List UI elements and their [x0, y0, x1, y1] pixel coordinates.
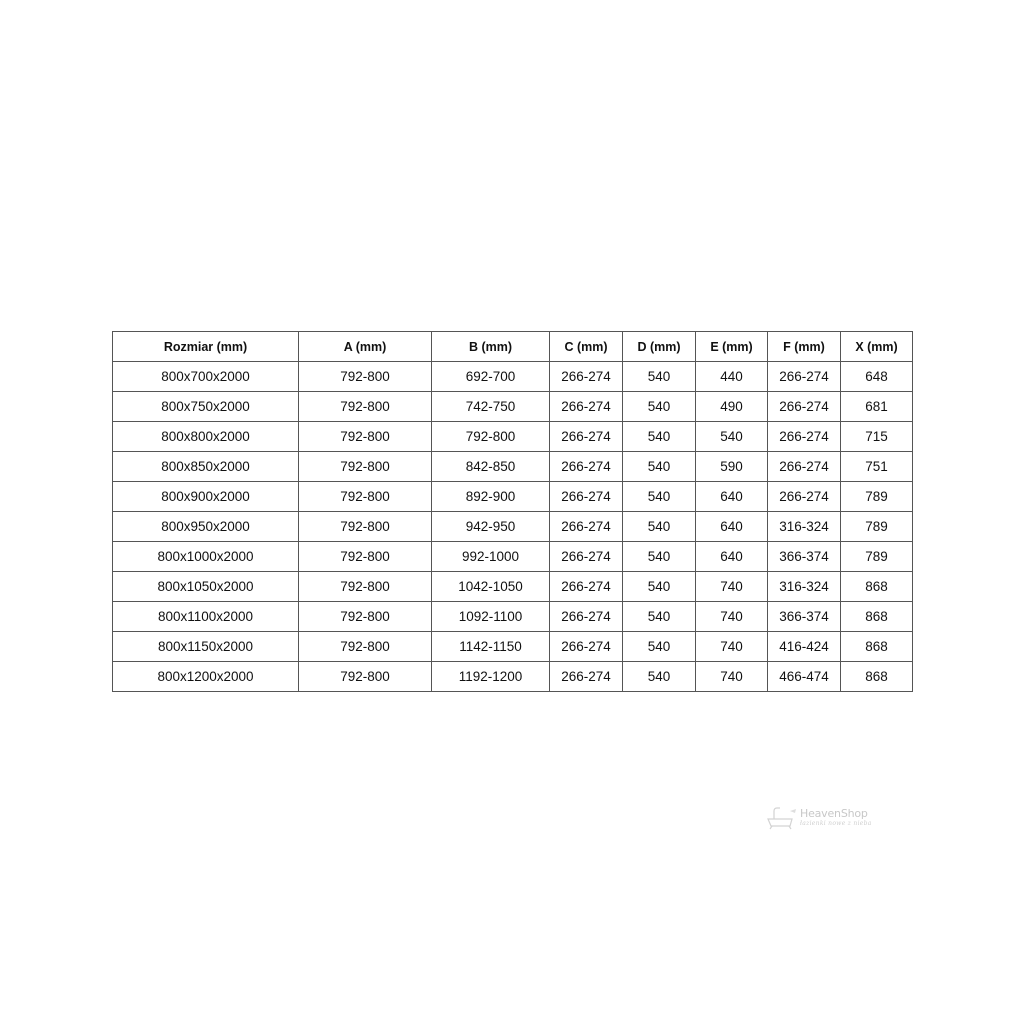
dimension-cell: 540 [623, 392, 696, 422]
table-body [113, 362, 913, 692]
dimension-cell: 490 [696, 392, 768, 422]
dimension-cell: 648 [841, 362, 913, 392]
dimension-cell: 792-800 [299, 632, 432, 662]
dimension-cell: 792-800 [299, 512, 432, 542]
dimension-cell: 266-274 [550, 392, 623, 422]
dimension-cell: 792-800 [432, 422, 550, 452]
dimension-cell: 266-274 [550, 362, 623, 392]
column-header: E (mm) [696, 332, 768, 362]
dimension-cell: 792-800 [299, 572, 432, 602]
table-row [113, 542, 913, 572]
dimension-cell: 266-274 [768, 392, 841, 422]
dimension-cell: 266-274 [550, 572, 623, 602]
dimension-cell: 1042-1050 [432, 572, 550, 602]
column-header: A (mm) [299, 332, 432, 362]
dimension-cell: 266-274 [550, 542, 623, 572]
dimension-cell: 266-274 [768, 452, 841, 482]
table-row [113, 662, 913, 692]
dimension-cell: 792-800 [299, 482, 432, 512]
bathtub-icon [766, 805, 798, 831]
dimension-cell: 751 [841, 452, 913, 482]
dimension-cell: 540 [623, 422, 696, 452]
dimension-cell: 540 [623, 662, 696, 692]
table-row [113, 422, 913, 452]
dimension-cell: 540 [623, 482, 696, 512]
dimension-cell: 316-324 [768, 572, 841, 602]
dimension-cell: 266-274 [550, 452, 623, 482]
dimension-cell: 366-374 [768, 542, 841, 572]
size-cell: 800x850x2000 [113, 452, 299, 482]
dimension-cell: 892-900 [432, 482, 550, 512]
size-cell: 800x900x2000 [113, 482, 299, 512]
table-row [113, 362, 913, 392]
dimensions-table-container [112, 331, 912, 692]
dimension-cell: 868 [841, 662, 913, 692]
dimension-cell: 792-800 [299, 662, 432, 692]
dimension-cell: 792-800 [299, 422, 432, 452]
dimension-cell: 789 [841, 482, 913, 512]
dimension-cell: 316-324 [768, 512, 841, 542]
dimension-cell: 266-274 [550, 662, 623, 692]
dimension-cell: 992-1000 [432, 542, 550, 572]
size-cell: 800x1000x2000 [113, 542, 299, 572]
dimension-cell: 540 [696, 422, 768, 452]
column-header: X (mm) [841, 332, 913, 362]
dimension-cell: 266-274 [550, 632, 623, 662]
dimension-cell: 540 [623, 362, 696, 392]
table-row [113, 392, 913, 422]
dimension-cell: 740 [696, 632, 768, 662]
column-header: Rozmiar (mm) [113, 332, 299, 362]
dimension-cell: 1192-1200 [432, 662, 550, 692]
size-cell: 800x700x2000 [113, 362, 299, 392]
dimension-cell: 540 [623, 452, 696, 482]
size-cell: 800x1100x2000 [113, 602, 299, 632]
table-row [113, 482, 913, 512]
table-row [113, 452, 913, 482]
dimension-cell: 789 [841, 542, 913, 572]
column-header: F (mm) [768, 332, 841, 362]
size-cell: 800x750x2000 [113, 392, 299, 422]
dimension-cell: 640 [696, 512, 768, 542]
dimension-cell: 540 [623, 512, 696, 542]
dimension-cell: 789 [841, 512, 913, 542]
dimensions-table [112, 331, 913, 692]
column-header: D (mm) [623, 332, 696, 362]
column-header: C (mm) [550, 332, 623, 362]
dimension-cell: 792-800 [299, 452, 432, 482]
dimension-cell: 266-274 [550, 602, 623, 632]
table-row [113, 572, 913, 602]
dimension-cell: 466-474 [768, 662, 841, 692]
dimension-cell: 266-274 [768, 422, 841, 452]
dimension-cell: 540 [623, 632, 696, 662]
dimension-cell: 366-374 [768, 602, 841, 632]
dimension-cell: 740 [696, 602, 768, 632]
dimension-cell: 792-800 [299, 362, 432, 392]
table-row [113, 632, 913, 662]
watermark-tagline: łazienki nowe z nieba [800, 820, 872, 827]
dimension-cell: 792-800 [299, 392, 432, 422]
dimension-cell: 1142-1150 [432, 632, 550, 662]
dimension-cell: 742-750 [432, 392, 550, 422]
dimension-cell: 692-700 [432, 362, 550, 392]
dimension-cell: 540 [623, 542, 696, 572]
dimension-cell: 842-850 [432, 452, 550, 482]
dimension-cell: 792-800 [299, 602, 432, 632]
dimension-cell: 540 [623, 602, 696, 632]
size-cell: 800x1050x2000 [113, 572, 299, 602]
dimension-cell: 868 [841, 602, 913, 632]
dimension-cell: 590 [696, 452, 768, 482]
table-row [113, 512, 913, 542]
watermark-brand: HeavenShop [800, 807, 868, 820]
dimension-cell: 266-274 [768, 362, 841, 392]
dimension-cell: 540 [623, 572, 696, 602]
size-cell: 800x950x2000 [113, 512, 299, 542]
size-cell: 800x1200x2000 [113, 662, 299, 692]
table-header-row [113, 332, 913, 362]
size-cell: 800x1150x2000 [113, 632, 299, 662]
dimension-cell: 266-274 [550, 512, 623, 542]
dimension-cell: 266-274 [550, 422, 623, 452]
dimension-cell: 1092-1100 [432, 602, 550, 632]
dimension-cell: 640 [696, 482, 768, 512]
dimension-cell: 942-950 [432, 512, 550, 542]
dimension-cell: 681 [841, 392, 913, 422]
dimension-cell: 868 [841, 632, 913, 662]
dimension-cell: 740 [696, 572, 768, 602]
dimension-cell: 640 [696, 542, 768, 572]
dimension-cell: 715 [841, 422, 913, 452]
dimension-cell: 740 [696, 662, 768, 692]
dimension-cell: 266-274 [550, 482, 623, 512]
dimension-cell: 792-800 [299, 542, 432, 572]
size-cell: 800x800x2000 [113, 422, 299, 452]
dimension-cell: 416-424 [768, 632, 841, 662]
column-header: B (mm) [432, 332, 550, 362]
dimension-cell: 868 [841, 572, 913, 602]
dimension-cell: 440 [696, 362, 768, 392]
table-row [113, 602, 913, 632]
dimension-cell: 266-274 [768, 482, 841, 512]
heavenshop-watermark [766, 805, 886, 833]
